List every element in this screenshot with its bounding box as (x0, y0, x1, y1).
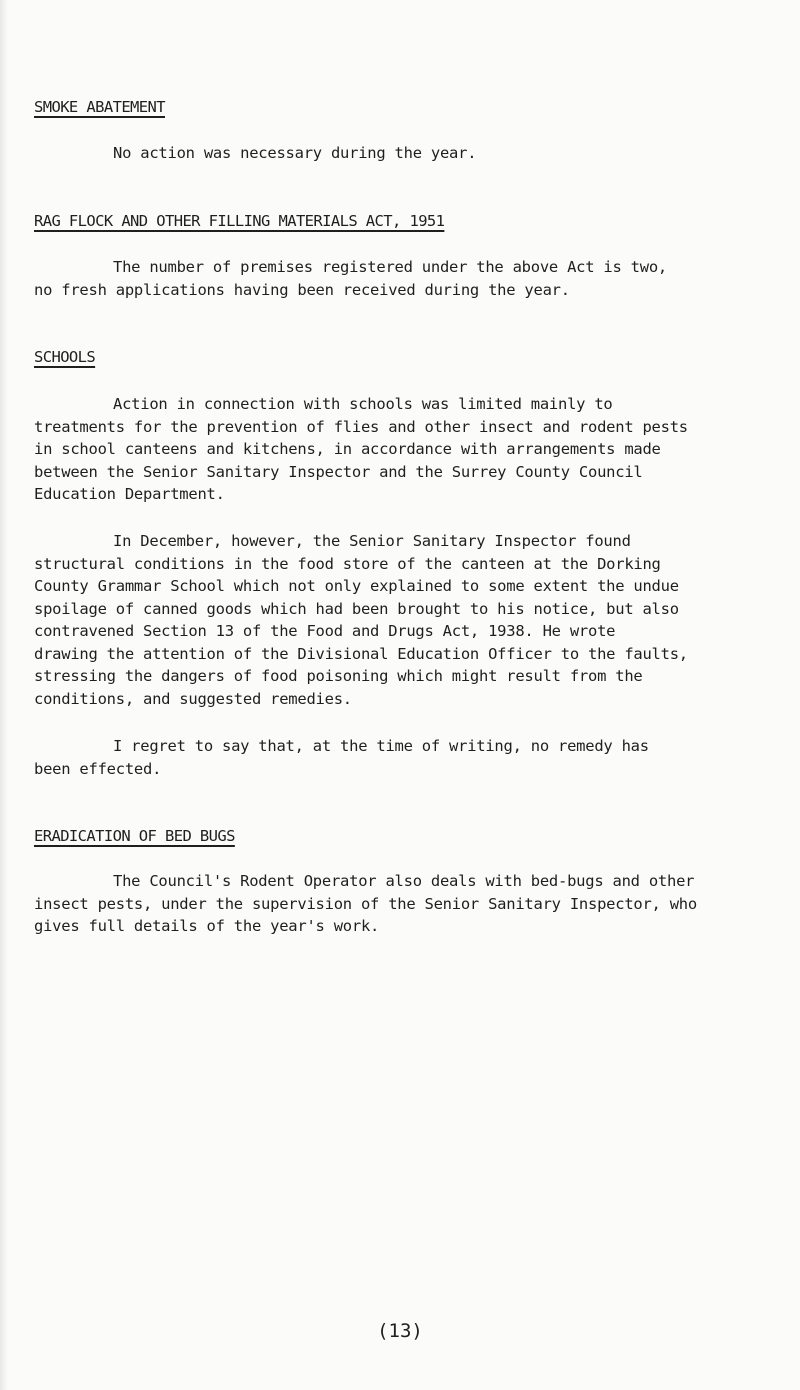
schools-p3-line-1: I regret to say that, at the time of writing, no remedy has (113, 737, 649, 755)
schools-paragraph-2 (34, 530, 789, 710)
scan-edge-shadow (0, 0, 8, 1390)
rag-flock-text (34, 256, 789, 301)
heading-smoke-abatement: SMOKE ABATEMENT (34, 98, 165, 116)
bed-bugs-line-2: insect pests, under the supervision of the Senior Sanitary Inspector, who (34, 894, 697, 913)
schools-p3-line-2: been effected. (34, 759, 162, 778)
schools-p1-line-1: Action in connection with schools was limited mainly to (113, 395, 613, 413)
schools-p2-line-7: stressing the dangers of food poisoning which might result from the (34, 667, 643, 685)
schools-p2-line-4: spoilage of canned goods which had been brought to his notice, but also (34, 599, 679, 618)
page-number: (13) (377, 1320, 423, 1342)
heading-schools: SCHOOLS (34, 348, 96, 366)
rag-flock-line-2: no fresh applications having been received during the year. (34, 280, 570, 299)
schools-p2-line-3: County Grammar School which not only explained to some extent the undue (34, 577, 679, 595)
schools-p1-line-2: treatments for the prevention of flies and other insect and rodent pests (34, 417, 688, 436)
bed-bugs-line-3: gives full details of the year's work. (34, 917, 380, 935)
schools-paragraph-3 (34, 735, 789, 780)
schools-p1-line-5: Education Department. (34, 485, 225, 503)
schools-p1-line-4: between the Senior Sanitary Inspector and the Surrey County Council (34, 462, 643, 481)
schools-p2-line-8: conditions, and suggested remedies. (34, 689, 352, 708)
schools-p1-line-3: in school canteens and kitchens, in accordance with arrangements made (34, 440, 661, 458)
smoke-line-1: No action was necessary during the year. (113, 144, 477, 162)
schools-p2-line-2: structural conditions in the food store of the canteen at the Dorking (34, 554, 661, 573)
schools-p2-line-6: drawing the attention of the Divisional Education Officer to the faults, (34, 644, 688, 663)
rag-flock-line-1: The number of premises registered under the above Act is two, (113, 258, 667, 276)
bed-bugs-text (34, 870, 789, 938)
schools-paragraph-1 (34, 393, 789, 506)
smoke-abatement-text (34, 142, 789, 165)
heading-eradication-bed-bugs: ERADICATION OF BED BUGS (34, 827, 235, 845)
bed-bugs-line-1: The Council's Rodent Operator also deals with bed-bugs and other (113, 872, 695, 890)
schools-p2-line-5: contravened Section 13 of the Food and Drugs Act, 1938. He wrote (34, 622, 616, 640)
schools-p2-line-1: In December, however, the Senior Sanitary Inspector found (113, 532, 631, 550)
heading-rag-flock-act: RAG FLOCK AND OTHER FILLING MATERIALS ACT, 1951 (34, 212, 445, 230)
